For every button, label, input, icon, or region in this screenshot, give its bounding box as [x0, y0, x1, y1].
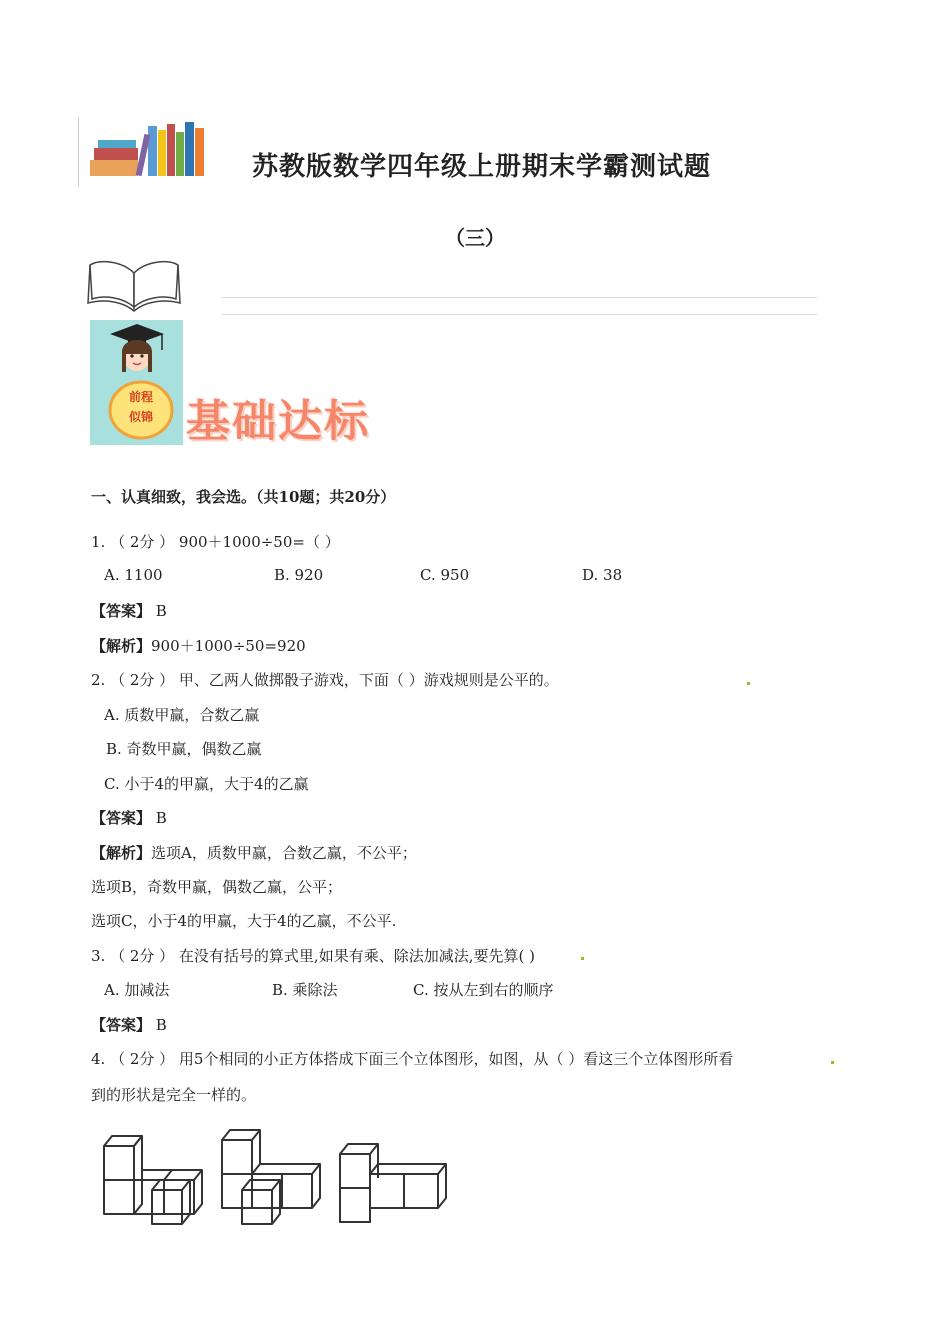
badge-line-2: 似锦	[128, 410, 153, 424]
analysis-label: 【解析】	[91, 637, 152, 655]
question-1-stem: 1. （ 2分 ） 900＋1000÷50=（ ）	[91, 533, 340, 551]
analysis-label: 【解析】	[91, 844, 152, 862]
answer-label: 【答案】	[91, 602, 152, 620]
q2-option-b: B. 奇数甲赢，偶数乙赢	[106, 740, 262, 758]
answer-label: 【答案】	[91, 1016, 152, 1034]
q2-answer	[91, 807, 167, 828]
answer-value: B	[155, 809, 167, 827]
q1-option-a: A. 1100	[104, 566, 163, 584]
answer-value: B	[155, 602, 167, 620]
header-divider	[78, 117, 79, 187]
analysis-text: 选项A，质数甲赢，合数乙赢，不公平；	[151, 844, 417, 862]
open-book-icon	[86, 255, 182, 315]
badge-line-1: 前程	[128, 390, 153, 404]
q1-option-d: D. 38	[582, 566, 623, 584]
analysis-text: 900＋1000÷50=920	[151, 637, 306, 655]
cube-structure-3	[340, 1144, 446, 1222]
q3-option-a: A. 加减法	[104, 981, 170, 999]
books-icon	[88, 120, 212, 180]
rule-line	[222, 297, 817, 298]
q2-option-c: C. 小于4的甲赢，大于4的乙赢	[104, 775, 309, 793]
question-4-stem-line-1: 4. （ 2分 ） 用5个相同的小正方体搭成下面三个立体图形，如图，从（ ）看这三个立体图形所看	[91, 1050, 734, 1068]
stray-dot	[581, 957, 584, 960]
cube-figure	[98, 1124, 458, 1236]
answer-value: B	[155, 1016, 167, 1034]
rule-line	[222, 314, 817, 315]
cube-structure-1	[104, 1136, 202, 1224]
page-title: 苏教版数学四年级上册期末学霸测试题	[252, 152, 712, 182]
q2-analysis-line-2: 选项B，奇数甲赢，偶数乙赢，公平；	[91, 878, 343, 896]
q1-option-b: B. 920	[274, 566, 324, 584]
q2-option-a: A. 质数甲赢，合数乙赢	[104, 706, 260, 724]
question-4-stem-line-2: 到的形状是完全一样的。	[91, 1086, 257, 1104]
section-title: 一、认真细致，我会选。（共10题；共20分）	[91, 488, 396, 506]
cube-structure-2	[222, 1130, 320, 1224]
q1-answer	[91, 600, 167, 621]
q2-analysis	[91, 842, 417, 863]
q1-option-c: C. 950	[420, 566, 470, 584]
q2-analysis-line-3: 选项C，小于4的甲赢，大于4的乙赢，不公平.	[91, 912, 397, 930]
q3-answer	[91, 1014, 167, 1035]
q3-option-b: B. 乘除法	[272, 981, 338, 999]
stray-dot	[831, 1061, 834, 1064]
stray-dot	[747, 682, 750, 685]
page-subtitle: （三）	[445, 226, 505, 250]
q1-analysis	[91, 635, 306, 656]
question-2-stem: 2. （ 2分 ） 甲、乙两人做掷骰子游戏，下面（ ）游戏规则是公平的。	[91, 671, 559, 689]
answer-label: 【答案】	[91, 809, 152, 827]
question-3-stem: 3. （ 2分 ） 在没有括号的算式里,如果有乘、除法加减法,要先算( )	[91, 947, 535, 965]
q3-option-c: C. 按从左到右的顺序	[413, 981, 554, 999]
banner-heading: 基础达标	[186, 396, 370, 447]
graduate-icon	[104, 322, 170, 382]
